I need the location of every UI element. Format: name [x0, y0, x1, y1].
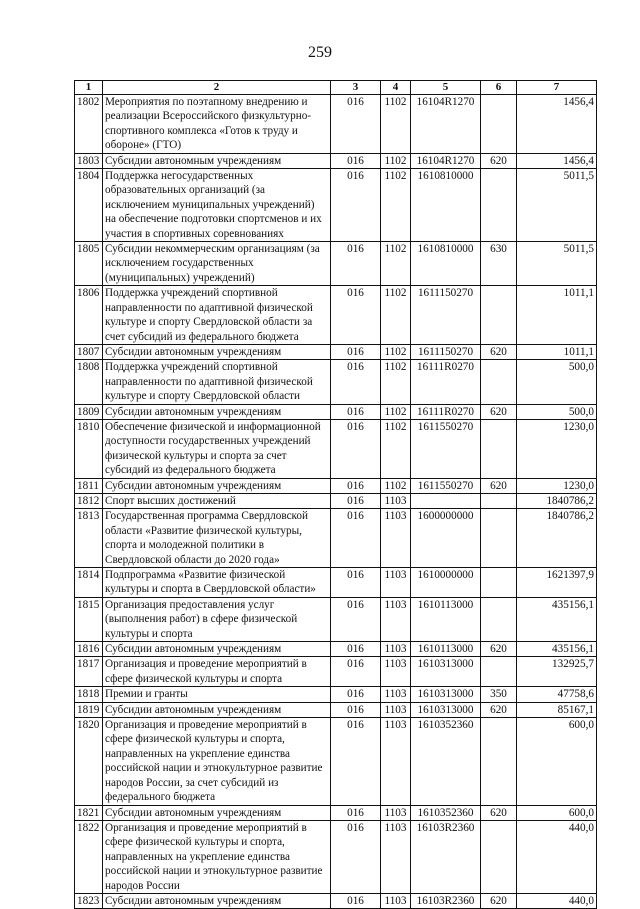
table-row	[75, 360, 597, 404]
header-col-4: 4	[381, 81, 411, 95]
row-number: 1805	[75, 242, 103, 286]
row-section-code: 1102	[381, 286, 411, 345]
row-target-code: 16104R1270	[411, 153, 481, 168]
row-expense-type	[481, 169, 517, 242]
header-col-1: 1	[75, 81, 103, 95]
row-ministry-code: 016	[331, 718, 381, 805]
table-row	[75, 687, 597, 702]
row-expense-type	[481, 360, 517, 404]
header-col-2: 2	[103, 81, 331, 95]
row-number: 1820	[75, 718, 103, 805]
header-col-7: 7	[517, 81, 597, 95]
row-number: 1804	[75, 169, 103, 242]
row-expense-type	[481, 820, 517, 893]
row-expense-type: 620	[481, 344, 517, 359]
row-ministry-code: 016	[331, 419, 381, 478]
row-name: Организация и проведение мероприятий в сфере физической культуры и спорта	[103, 657, 331, 687]
row-amount: 500,0	[517, 404, 597, 419]
row-target-code: 16103R2360	[411, 893, 481, 908]
row-ministry-code: 016	[331, 242, 381, 286]
row-section-code: 1103	[381, 702, 411, 717]
row-amount: 435156,1	[517, 597, 597, 641]
row-number: 1814	[75, 568, 103, 598]
row-amount: 5011,5	[517, 242, 597, 286]
table-row	[75, 95, 597, 154]
row-target-code: 1611550270	[411, 478, 481, 493]
row-target-code: 16111R0270	[411, 404, 481, 419]
row-name: Премии и гранты	[103, 687, 331, 702]
table-row	[75, 169, 597, 242]
row-section-code: 1103	[381, 657, 411, 687]
row-name: Спорт высших достижений	[103, 493, 331, 508]
row-target-code: 1610352360	[411, 805, 481, 820]
row-expense-type	[481, 657, 517, 687]
row-number: 1803	[75, 153, 103, 168]
row-name: Поддержка учреждений спортивной направленности по адаптивной физической культуре и спорту Свердловской области за счет субсидий из федерального бюджета	[103, 286, 331, 345]
row-number: 1808	[75, 360, 103, 404]
row-amount: 1230,0	[517, 478, 597, 493]
row-ministry-code: 016	[331, 360, 381, 404]
table-row	[75, 419, 597, 478]
row-section-code: 1103	[381, 820, 411, 893]
row-number: 1819	[75, 702, 103, 717]
row-amount: 1840786,2	[517, 493, 597, 508]
row-section-code: 1103	[381, 718, 411, 805]
row-number: 1811	[75, 478, 103, 493]
row-ministry-code: 016	[331, 509, 381, 568]
row-name: Организация и проведение мероприятий в сфере физической культуры и спорта, направленных на укрепление единства российской нации и этнокультурное развитие народов России, за счет субсидий из федерального бюджета	[103, 718, 331, 805]
table-row	[75, 597, 597, 641]
row-target-code: 1610113000	[411, 642, 481, 657]
row-target-code: 1611150270	[411, 286, 481, 345]
row-section-code: 1103	[381, 805, 411, 820]
row-expense-type: 620	[481, 153, 517, 168]
row-name: Субсидии автономным учреждениям	[103, 893, 331, 908]
row-section-code: 1102	[381, 153, 411, 168]
row-name: Государственная программа Свердловской области «Развитие физической культуры, спорта и молодежной политики в Свердловской области до 2020 года»	[103, 509, 331, 568]
table-row	[75, 820, 597, 893]
row-section-code: 1103	[381, 568, 411, 598]
row-expense-type	[481, 568, 517, 598]
row-expense-type: 620	[481, 893, 517, 908]
row-ministry-code: 016	[331, 597, 381, 641]
row-number: 1817	[75, 657, 103, 687]
table-row	[75, 718, 597, 805]
row-ministry-code: 016	[331, 493, 381, 508]
row-target-code: 1610000000	[411, 568, 481, 598]
row-ministry-code: 016	[331, 286, 381, 345]
row-name: Подпрограмма «Развитие физической культуры и спорта в Свердловской области»	[103, 568, 331, 598]
row-number: 1815	[75, 597, 103, 641]
row-name: Мероприятия по поэтапному внедрению и реализации Всероссийского физкультурно-спортивного комплекса «Готов к труду и обороне» (ГТО)	[103, 95, 331, 154]
row-amount: 440,0	[517, 893, 597, 908]
table-row	[75, 568, 597, 598]
row-amount: 435156,1	[517, 642, 597, 657]
row-section-code: 1102	[381, 360, 411, 404]
row-target-code: 1610810000	[411, 169, 481, 242]
row-ministry-code: 016	[331, 893, 381, 908]
row-expense-type: 620	[481, 478, 517, 493]
row-section-code: 1103	[381, 642, 411, 657]
row-name: Субсидии некоммерческим организациям (за исключением государственных (муниципальных) учреждений)	[103, 242, 331, 286]
table-row	[75, 404, 597, 419]
row-ministry-code: 016	[331, 820, 381, 893]
row-number: 1813	[75, 509, 103, 568]
row-section-code: 1103	[381, 597, 411, 641]
row-amount: 600,0	[517, 805, 597, 820]
budget-table	[74, 80, 597, 909]
table-row	[75, 286, 597, 345]
row-expense-type: 630	[481, 242, 517, 286]
table-row	[75, 642, 597, 657]
row-name: Субсидии автономным учреждениям	[103, 404, 331, 419]
row-amount: 440,0	[517, 820, 597, 893]
row-name: Субсидии автономным учреждениям	[103, 478, 331, 493]
header-col-5: 5	[411, 81, 481, 95]
row-section-code: 1102	[381, 95, 411, 154]
row-ministry-code: 016	[331, 805, 381, 820]
row-section-code: 1102	[381, 242, 411, 286]
row-name: Субсидии автономным учреждениям	[103, 702, 331, 717]
row-name: Субсидии автономным учреждениям	[103, 642, 331, 657]
row-expense-type	[481, 419, 517, 478]
row-amount: 1456,4	[517, 153, 597, 168]
row-name: Субсидии автономным учреждениям	[103, 344, 331, 359]
row-expense-type: 620	[481, 805, 517, 820]
row-ministry-code: 016	[331, 478, 381, 493]
row-amount: 85167,1	[517, 702, 597, 717]
row-expense-type: 620	[481, 642, 517, 657]
row-section-code: 1102	[381, 404, 411, 419]
row-ministry-code: 016	[331, 169, 381, 242]
row-ministry-code: 016	[331, 344, 381, 359]
row-section-code: 1103	[381, 509, 411, 568]
row-amount: 132925,7	[517, 657, 597, 687]
table-header-row	[75, 81, 597, 95]
row-expense-type	[481, 286, 517, 345]
row-amount: 600,0	[517, 718, 597, 805]
row-number: 1810	[75, 419, 103, 478]
table-row	[75, 242, 597, 286]
row-amount: 47758,6	[517, 687, 597, 702]
row-target-code: 16111R0270	[411, 360, 481, 404]
table-row	[75, 493, 597, 508]
row-name: Субсидии автономным учреждениям	[103, 153, 331, 168]
table-row	[75, 893, 597, 908]
row-number: 1822	[75, 820, 103, 893]
table-row	[75, 509, 597, 568]
row-number: 1816	[75, 642, 103, 657]
row-section-code: 1103	[381, 893, 411, 908]
row-amount: 1840786,2	[517, 509, 597, 568]
row-amount: 1621397,9	[517, 568, 597, 598]
row-target-code: 1610313000	[411, 702, 481, 717]
row-target-code: 1610352360	[411, 718, 481, 805]
row-amount: 500,0	[517, 360, 597, 404]
row-section-code: 1102	[381, 344, 411, 359]
row-name: Поддержка негосударственных образовательных организаций (за исключением муниципальных учреждений) на обеспечение подготовки спортсменов и их участия в спортивных соревнованиях	[103, 169, 331, 242]
table-row	[75, 478, 597, 493]
table-row	[75, 344, 597, 359]
row-section-code: 1102	[381, 478, 411, 493]
row-ministry-code: 016	[331, 642, 381, 657]
row-target-code: 1600000000	[411, 509, 481, 568]
row-number: 1802	[75, 95, 103, 154]
row-amount: 5011,5	[517, 169, 597, 242]
row-number: 1807	[75, 344, 103, 359]
row-ministry-code: 016	[331, 657, 381, 687]
row-expense-type	[481, 509, 517, 568]
row-target-code	[411, 493, 481, 508]
row-ministry-code: 016	[331, 404, 381, 419]
row-name: Организация и проведение мероприятий в сфере физической культуры и спорта, направленных на укрепление единства российской нации и этнокультурное развитие народов России	[103, 820, 331, 893]
row-name: Поддержка учреждений спортивной направленности по адаптивной физической культуре и спорту Свердловской области	[103, 360, 331, 404]
row-target-code: 16103R2360	[411, 820, 481, 893]
row-number: 1806	[75, 286, 103, 345]
row-number: 1809	[75, 404, 103, 419]
row-ministry-code: 016	[331, 153, 381, 168]
row-expense-type	[481, 718, 517, 805]
row-expense-type: 620	[481, 404, 517, 419]
row-expense-type: 350	[481, 687, 517, 702]
row-target-code: 1610313000	[411, 657, 481, 687]
row-target-code: 1610313000	[411, 687, 481, 702]
table-row	[75, 805, 597, 820]
row-name: Организация предоставления услуг (выполнения работ) в сфере физической культуры и спорта	[103, 597, 331, 641]
row-expense-type	[481, 597, 517, 641]
row-target-code: 1611150270	[411, 344, 481, 359]
row-amount: 1011,1	[517, 344, 597, 359]
row-ministry-code: 016	[331, 568, 381, 598]
row-amount: 1230,0	[517, 419, 597, 478]
table-row	[75, 702, 597, 717]
header-col-6: 6	[481, 81, 517, 95]
row-expense-type: 620	[481, 702, 517, 717]
row-number: 1818	[75, 687, 103, 702]
table-row	[75, 153, 597, 168]
row-amount: 1456,4	[517, 95, 597, 154]
row-ministry-code: 016	[331, 702, 381, 717]
row-expense-type	[481, 95, 517, 154]
row-section-code: 1103	[381, 687, 411, 702]
row-number: 1821	[75, 805, 103, 820]
row-section-code: 1102	[381, 419, 411, 478]
row-ministry-code: 016	[331, 687, 381, 702]
row-target-code: 1610810000	[411, 242, 481, 286]
row-name: Субсидии автономным учреждениям	[103, 805, 331, 820]
page-number: 259	[308, 44, 332, 61]
row-target-code: 1611550270	[411, 419, 481, 478]
row-amount: 1011,1	[517, 286, 597, 345]
row-number: 1823	[75, 893, 103, 908]
row-target-code: 16104R1270	[411, 95, 481, 154]
header-col-3: 3	[331, 81, 381, 95]
row-section-code: 1102	[381, 169, 411, 242]
table-row	[75, 657, 597, 687]
row-number: 1812	[75, 493, 103, 508]
row-target-code: 1610113000	[411, 597, 481, 641]
row-section-code: 1103	[381, 493, 411, 508]
row-expense-type	[481, 493, 517, 508]
table-body	[75, 95, 597, 909]
row-ministry-code: 016	[331, 95, 381, 154]
row-name: Обеспечение физической и информационной доступности государственных учреждений физической культуры и спорта за счет субсидий из федерального бюджета	[103, 419, 331, 478]
